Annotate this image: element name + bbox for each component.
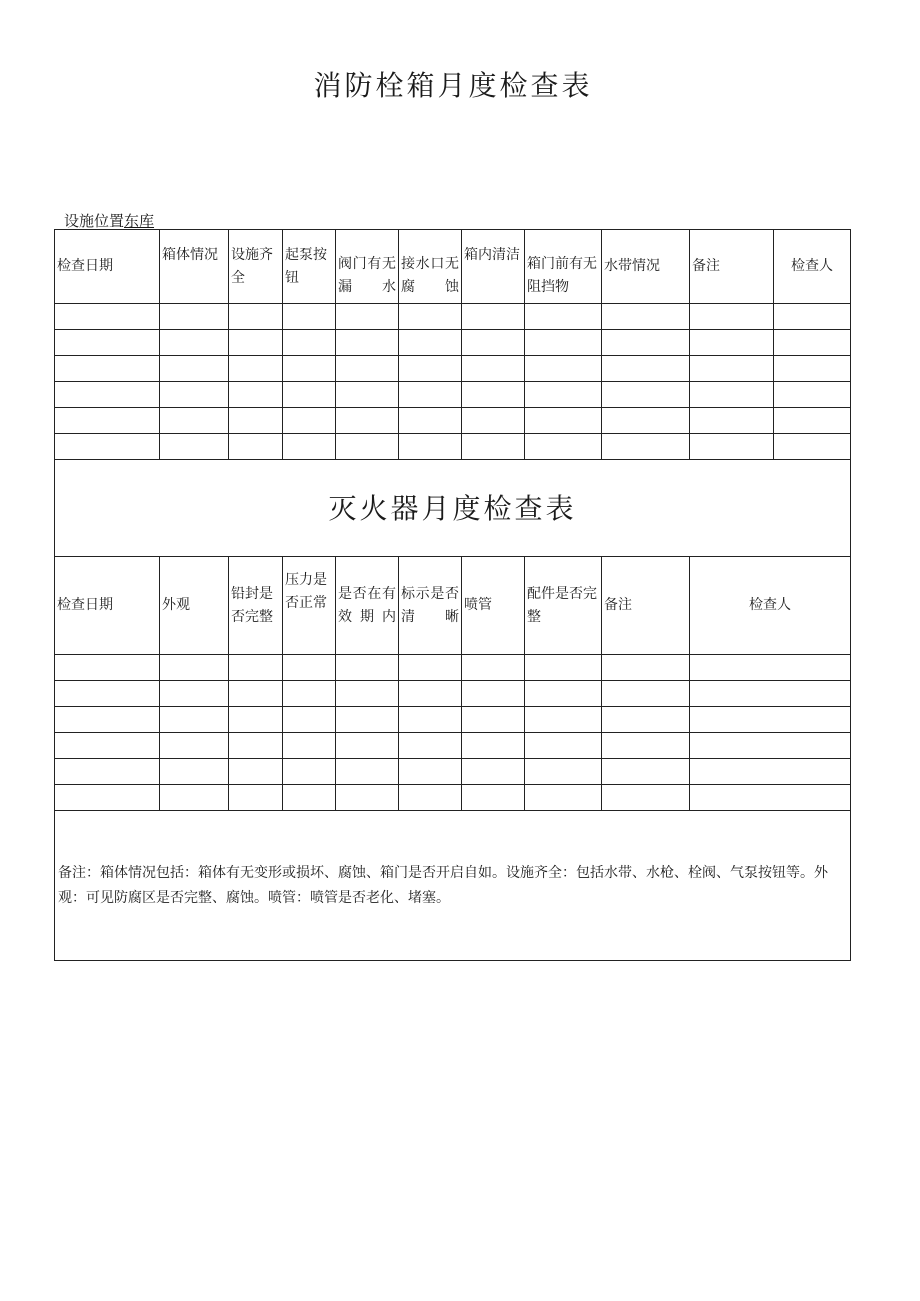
table-row xyxy=(55,681,851,707)
header-cell: 压力是否正常 xyxy=(283,557,336,655)
header-cell: 箱门前有无阻挡物 xyxy=(525,230,602,304)
header-cell: 检查人 xyxy=(690,557,851,655)
note-text: 备注：箱体情况包括：箱体有无变形或损坏、腐蚀、箱门是否开启自如。设施齐全：包括水带、水枪、栓阀、气泵按钮等。外观：可见防腐区是否完整、腐蚀。喷管：喷管是否老化、堵塞。 xyxy=(55,811,851,961)
location-label: 设施位置 xyxy=(64,212,125,230)
header-cell: 检查日期 xyxy=(55,557,160,655)
header-cell: 水带情况 xyxy=(602,230,690,304)
table-row xyxy=(55,408,851,434)
header-cell: 喷管 xyxy=(462,557,525,655)
header-cell: 标示是否清晰 xyxy=(399,557,462,655)
facility-location xyxy=(64,210,154,231)
header-cell: 箱体情况 xyxy=(160,230,229,304)
table-row xyxy=(55,707,851,733)
table-row xyxy=(55,733,851,759)
header-cell: 设施齐全 xyxy=(229,230,283,304)
page-title: 消防栓箱月度检查表 xyxy=(313,69,593,102)
section-title: 灭火器月度检查表 xyxy=(55,460,851,557)
table-row xyxy=(55,330,851,356)
header-cell: 起泵按钮 xyxy=(283,230,336,304)
location-value: 东库 xyxy=(124,212,155,230)
header-cell: 箱内清洁 xyxy=(462,230,525,304)
table-row xyxy=(55,382,851,408)
extinguisher-header-row xyxy=(55,557,851,655)
header-cell: 检查人 xyxy=(774,230,851,304)
table-row xyxy=(55,785,851,811)
table-row xyxy=(55,356,851,382)
header-cell: 阀门有无漏水 xyxy=(336,230,399,304)
header-cell: 检查日期 xyxy=(55,230,160,304)
table-row xyxy=(55,434,851,460)
hydrant-header-row xyxy=(55,230,851,304)
table-row xyxy=(55,304,851,330)
header-cell: 备注 xyxy=(690,230,774,304)
header-cell: 铅封是否完整 xyxy=(229,557,283,655)
note-row xyxy=(55,811,851,961)
header-cell: 外观 xyxy=(160,557,229,655)
inspection-table xyxy=(54,229,851,961)
extinguisher-title-row xyxy=(55,460,851,557)
table-row xyxy=(55,759,851,785)
header-cell: 配件是否完整 xyxy=(525,557,602,655)
header-cell: 备注 xyxy=(602,557,690,655)
header-cell: 接水口无腐蚀 xyxy=(399,230,462,304)
table-row xyxy=(55,655,851,681)
header-cell: 是否在有效期内 xyxy=(336,557,399,655)
